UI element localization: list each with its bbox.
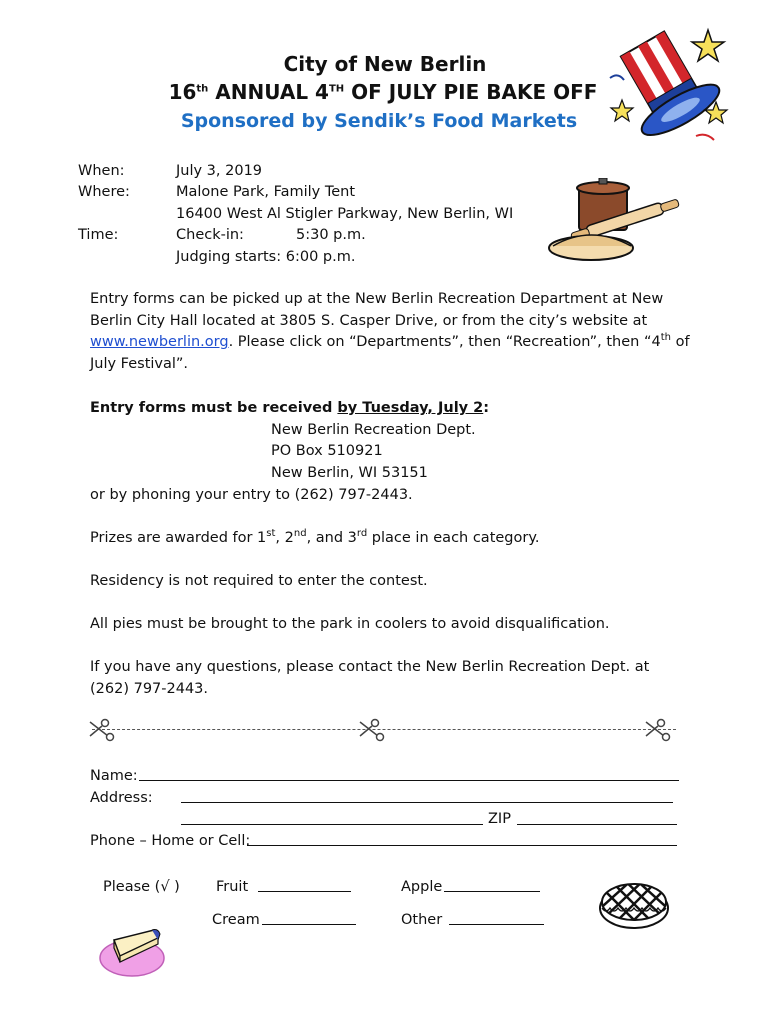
- zip-label: ZIP: [488, 811, 511, 827]
- entry-forms-paragraph: Entry forms can be picked up at the New Berlin Recreation Department at New Berlin City Hall located at 3805 S. Casper Drive, or from the city’s website at www.newberlin.org. Please click on “Departments”, then “Recreation”, then “4th of July Festival”.: [90, 291, 690, 372]
- mail-address-3: New Berlin, WI 53151: [271, 465, 428, 481]
- address-label: Address:: [90, 790, 153, 806]
- cut-line: [92, 718, 676, 742]
- where-value-1: Malone Park, Family Tent: [176, 184, 356, 200]
- time-label: Time:: [78, 227, 119, 243]
- address-field[interactable]: [181, 788, 673, 803]
- other-checkbox-line[interactable]: [449, 910, 544, 925]
- checkin-label: Check-in:: [176, 227, 244, 243]
- when-label: When:: [78, 163, 125, 179]
- sponsor-line: Sponsored by Sendik’s Food Markets: [180, 110, 578, 132]
- title-city: City of New Berlin: [283, 52, 487, 76]
- when-value: July 3, 2019: [176, 163, 263, 179]
- phone-field[interactable]: [247, 831, 677, 846]
- other-label: Other: [401, 912, 443, 928]
- uncle-sam-hat-icon: [600, 18, 730, 148]
- apple-label: Apple: [401, 879, 443, 895]
- please-check-label: Please (√ ): [103, 879, 180, 895]
- name-field[interactable]: [139, 766, 679, 781]
- fruit-checkbox-line[interactable]: [258, 877, 351, 892]
- phone-label: Phone – Home or Cell:: [90, 833, 251, 849]
- apple-checkbox-line[interactable]: [444, 877, 540, 892]
- residency-line: Residency is not required to enter the contest.: [90, 573, 428, 589]
- zip-field[interactable]: [517, 810, 677, 825]
- address-field-line-2[interactable]: [181, 810, 483, 825]
- where-value-2: 16400 West Al Stigler Parkway, New Berlin, WI: [176, 206, 514, 222]
- city-website-link[interactable]: www.newberlin.org: [90, 334, 229, 350]
- cream-label: Cream: [212, 912, 260, 928]
- baking-pot-pie-icon: [545, 178, 685, 264]
- phone-entry-line: or by phoning your entry to (262) 797-2443.: [90, 487, 413, 503]
- fruit-label: Fruit: [216, 879, 249, 895]
- scissors-icon: [644, 718, 672, 742]
- mail-address-2: PO Box 510921: [271, 443, 383, 459]
- cream-checkbox-line[interactable]: [262, 910, 356, 925]
- deadline-line: Entry forms must be received by Tuesday, July 2:: [90, 400, 490, 416]
- checkin-time: 5:30 p.m.: [296, 227, 366, 243]
- scissors-icon: [358, 718, 386, 742]
- title-event: 16th ANNUAL 4TH OF JULY PIE BAKE OFF: [168, 80, 598, 104]
- coolers-line: All pies must be brought to the park in coolers to avoid disqualification.: [90, 616, 610, 632]
- judging-time: Judging starts: 6:00 p.m.: [176, 249, 356, 265]
- prizes-line: Prizes are awarded for 1st, 2nd, and 3rd place in each category.: [90, 528, 540, 546]
- name-label: Name:: [90, 768, 138, 784]
- lattice-pie-icon: [598, 878, 670, 934]
- mail-address-1: New Berlin Recreation Dept.: [271, 422, 476, 438]
- pie-slice-icon: [98, 918, 170, 980]
- where-label: Where:: [78, 184, 130, 200]
- questions-paragraph: If you have any questions, please contact the New Berlin Recreation Dept. at (262) 797-2443.: [90, 659, 650, 697]
- scissors-icon: [88, 718, 116, 742]
